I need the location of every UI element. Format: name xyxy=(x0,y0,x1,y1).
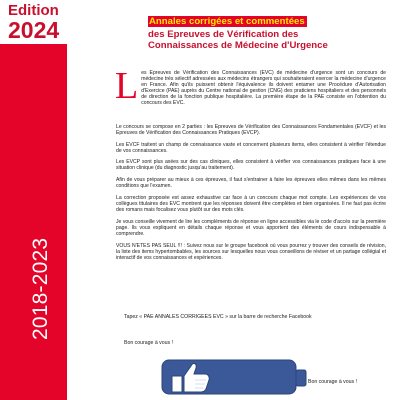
paragraph-concours: Le concours se compose en 2 parties : les Epreuves de Vérification des Connaissances Fondamentales (EVCF) et les Epreuves de Vérification des Connaissances Pratiques (EVCP). xyxy=(116,123,386,136)
page-title xyxy=(148,11,380,51)
edition-year: 2024 xyxy=(8,17,60,43)
thumbs-up-icon xyxy=(160,356,310,396)
paragraph-intro-text: es Epreuves de Vérification des Connaissances (EVC) de médecine d'urgence sont un concours de médecine très sélectif adressées aux médecins étrangers qui souhaiteraient exercer la médecine d'urgence en France. Afin qu'ils puissent obtenir l'équivalence ils doivent entamer une Procédure d'Autorisation d'Exercice (PAE) auprès du Centre national de gestion (CNG) des praticiens hospitaliers et des personnels de direction de la fonction publique hospitalière. La première étape de la PAE consiste en l'obtention du concours des EVC. xyxy=(141,70,386,106)
edition-label xyxy=(0,0,128,44)
drop-cap: L xyxy=(115,65,139,107)
title-line-2: des Epreuves de Vérification des xyxy=(148,29,299,40)
paragraph-correction: La correction proposée est assez exhaustive car face à un concours chaque mot compte. Les expériences de vos collègues titulaires des EVC montrent que les réponses doivent être complètes et bien organisées. Il ne faut pas écrire des romans mais focalisez vous plutôt sur des mots clés. xyxy=(116,194,386,213)
years-range-vertical: 2018-2023 xyxy=(29,237,52,340)
title-line-highlighted: Annales corrigées et commentées xyxy=(149,16,305,27)
paragraph-evcf: Les EVCF traitent un champ de connaissance vaste et concernent plusieurs items, elles consistent à vérifier l'étendue de vos connaissances. xyxy=(116,141,386,154)
good-luck-right: Bon courage à vous ! xyxy=(308,379,358,385)
facebook-search-tip: Tapez « PAE ANNALES CORRIGEES EVC » sur la barre de recherche Facebook xyxy=(124,314,312,320)
good-luck-left: Bon courage à vous ! xyxy=(124,340,174,346)
body-text xyxy=(115,65,386,266)
red-sidebar xyxy=(0,0,67,400)
paragraph-preparation: Afin de vous préparer au mieux à ces épreuves, il faut s'entrainer à faire les épreuves elles mêmes dans les mêmes conditions que l'examen. xyxy=(116,177,386,190)
edition-word: Edition xyxy=(8,2,59,19)
paragraph-intro xyxy=(115,65,386,118)
paragraph-facebook-group: VOUS N'ETES PAS SEUL !!! : Suivez nous sur le groupe facebook où vous pourrez y trouver des conseils de révision, la liste des items hypertombables, les sources sur lesquelles nous vous conseillons de réviser et un partage collégial et interactif de vos connaissances et expériences. xyxy=(116,242,386,261)
paragraph-evcp: Les EVCP sont plus axées sur des cas cliniques, elles consistent à vérifier vos connaissances pratiques face à une situation clinique (du diagnostic jusqu'au traitement). xyxy=(116,159,386,172)
paragraph-online-complements: Je vous conseille vivement de lire les compléments de réponse en ligne accessibles via le code d'accès sur la première page. Ils vous expliquent en détails chaque réponse et vous apportent des éléments de cours indispensable à comprendre. xyxy=(116,218,386,237)
title-line-3: Connaissances de Médecine d'Urgence xyxy=(148,40,328,51)
